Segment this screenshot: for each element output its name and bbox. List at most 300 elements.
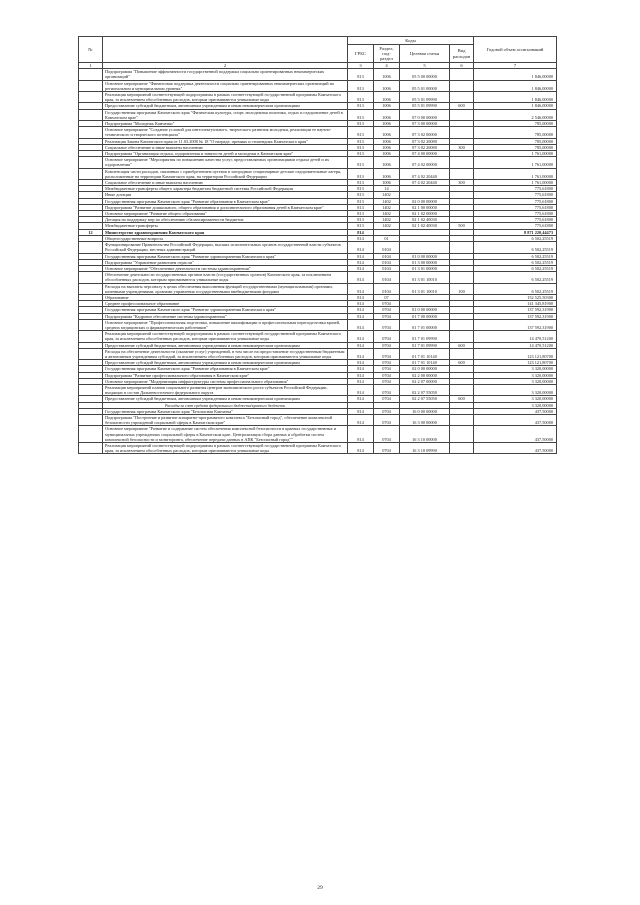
row-vid: 600 xyxy=(450,103,474,109)
row-razdel: 1006 xyxy=(374,109,400,120)
row-vid xyxy=(450,272,474,283)
row-name: Основное мероприятие "Профессиональная подготовка, повышение квалификации и профессиональная переподготовка врачей, средних медицинских и фармацевтических работников" xyxy=(103,319,348,330)
row-tselevaya: 02 2 00 00000 xyxy=(400,372,450,378)
row-number: 12 xyxy=(79,229,103,235)
row-grbs: 814 xyxy=(348,372,374,378)
row-sum: 137 592,31900 xyxy=(474,313,557,319)
row-number xyxy=(79,157,103,168)
row-sum: 137 592,31900 xyxy=(474,319,557,330)
row-razdel: 0704 xyxy=(374,414,400,425)
row-razdel: 1006 xyxy=(374,168,400,179)
row-sum: 137 592,31900 xyxy=(474,307,557,313)
row-razdel: 0704 xyxy=(374,313,400,319)
row-razdel: 1402 xyxy=(374,192,400,198)
table-row xyxy=(79,426,557,443)
row-name: Межбюджетные трансферты xyxy=(103,223,348,229)
row-grbs: 814 xyxy=(348,313,374,319)
row-sum: 775,61800 xyxy=(474,198,557,204)
row-grbs: 813 xyxy=(348,157,374,168)
row-tselevaya: 16 3 10 00000 xyxy=(400,426,450,443)
row-sum: 1 761,00000 xyxy=(474,151,557,157)
row-razdel: 1402 xyxy=(374,204,400,210)
row-razdel: 0704 xyxy=(374,426,400,443)
row-sum: 3 320,00000 xyxy=(474,402,557,408)
row-sum: 437,50000 xyxy=(474,414,557,425)
row-name: Образование xyxy=(103,294,348,300)
row-razdel: 0704 xyxy=(374,331,400,342)
row-sum: 1 846,00000 xyxy=(474,92,557,103)
table-row xyxy=(79,157,557,168)
table-body xyxy=(79,69,557,454)
row-vid: 500 xyxy=(450,223,474,229)
row-tselevaya: 01 3 00 00000 xyxy=(400,259,450,265)
row-razdel: 1006 xyxy=(374,144,400,150)
row-tselevaya: 05 5 01 09990 xyxy=(400,92,450,103)
row-sum: 141 345,81900 xyxy=(474,301,557,307)
row-grbs: 814 xyxy=(348,253,374,259)
row-name: Основное мероприятие "Обеспечение деятельности системы здравоохранения" xyxy=(103,265,348,271)
row-sum: 437,50000 xyxy=(474,426,557,443)
row-name: Предоставление субсидий бюджетным, автономным учреждениям и иным некоммерческим организациям xyxy=(103,103,348,109)
row-vid xyxy=(450,319,474,330)
row-number xyxy=(79,69,103,80)
row-name: Среднее профессиональное образование xyxy=(103,301,348,307)
row-tselevaya: 01 7 01 09990 xyxy=(400,331,450,342)
row-grbs: 813 xyxy=(348,151,374,157)
row-name: Основное мероприятие "Модернизация инфраструктуры системы профессионального образования" xyxy=(103,378,348,384)
row-sum: 775,61800 xyxy=(474,186,557,192)
row-grbs: 813 xyxy=(348,121,374,127)
row-sum: 1 846,00000 xyxy=(474,103,557,109)
row-tselevaya: 07 4 02 20440 xyxy=(400,180,450,186)
row-razdel: 1006 xyxy=(374,103,400,109)
row-sum: 152 525,50300 xyxy=(474,294,557,300)
row-name: Министерство здравоохранения Камчатского края xyxy=(103,229,348,235)
row-sum: 14 470,51200 xyxy=(474,342,557,348)
row-name: Компенсация части расходов, связанных с приобретением путевок в загородные стационарные детские оздоровительные лагеря, расположенные на территории Камчатского края, на территории Российской Федерации xyxy=(103,168,348,179)
row-name: Государственная программа Камчатского края "Физическая культура, спорт, молодежная политика, отдых и оздоровление детей в Камчатском крае" xyxy=(103,109,348,120)
header-codes: Коды xyxy=(348,37,474,45)
row-sum: 3 320,00000 xyxy=(474,372,557,378)
table-row xyxy=(79,348,557,359)
row-number xyxy=(79,242,103,253)
row-razdel: 1006 xyxy=(374,180,400,186)
row-tselevaya: 01 0 00 00000 xyxy=(400,307,450,313)
row-grbs: 814 xyxy=(348,348,374,359)
row-grbs: 813 xyxy=(348,69,374,80)
row-grbs: 814 xyxy=(348,229,374,235)
row-tselevaya: 16 0 00 00000 xyxy=(400,408,450,414)
row-vid xyxy=(450,414,474,425)
row-name: Подпрограмма "Повышение эффективности государственной поддержки социально ориентированных некоммерческих организаций" xyxy=(103,69,348,80)
row-number xyxy=(79,348,103,359)
row-razdel: 1006 xyxy=(374,151,400,157)
row-name: Государственная программа Камчатского края "Развитие здравоохранения Камчатского края" xyxy=(103,307,348,313)
table-header xyxy=(79,37,557,69)
row-name: Предоставление субсидий бюджетным, автономным учреждениям и иным некоммерческим организациям xyxy=(103,360,348,366)
row-vid xyxy=(450,69,474,80)
row-tselevaya: 01 3 01 00000 xyxy=(400,265,450,271)
row-razdel: 0704 xyxy=(374,408,400,414)
table-row xyxy=(79,414,557,425)
row-name: Подпрограмма "Развитие дошкольного, общего образования и дополнительного образования детей в Камчатском крае" xyxy=(103,204,348,210)
row-tselevaya: 01 7 00 00000 xyxy=(400,313,450,319)
row-tselevaya: 07 4 02 20440 xyxy=(400,168,450,179)
row-sum: 3 320,00000 xyxy=(474,384,557,395)
row-sum: 775,61800 xyxy=(474,217,557,223)
row-sum: 1 761,00000 xyxy=(474,168,557,179)
row-grbs: 813 xyxy=(348,103,374,109)
row-number xyxy=(79,127,103,138)
row-grbs: 814 xyxy=(348,301,374,307)
row-sum: 785,00000 xyxy=(474,144,557,150)
row-grbs: 813 xyxy=(348,204,374,210)
row-number xyxy=(79,272,103,283)
row-vid xyxy=(450,348,474,359)
row-grbs: 814 xyxy=(348,408,374,414)
table-row xyxy=(79,283,557,294)
table-row xyxy=(79,127,557,138)
row-name: Предоставление субсидий бюджетным, автономным учреждениям и иным некоммерческим организациям xyxy=(103,396,348,402)
row-number xyxy=(79,426,103,443)
row-razdel: 07 xyxy=(374,294,400,300)
row-tselevaya: 02 2 07 55050 xyxy=(400,384,450,395)
row-grbs: 814 xyxy=(348,378,374,384)
header-index: 4 xyxy=(374,63,400,69)
row-vid xyxy=(450,92,474,103)
row-grbs: 813 xyxy=(348,217,374,223)
table-row xyxy=(79,384,557,395)
header-tsel: Целевая статья xyxy=(400,45,450,63)
row-razdel: 0104 xyxy=(374,242,400,253)
row-name: Общегосударственные вопросы xyxy=(103,235,348,241)
row-razdel: 0704 xyxy=(374,307,400,313)
row-name: Дотация на поддержку мер по обеспечению сбалансированности бюджетов xyxy=(103,217,348,223)
row-razdel: 1006 xyxy=(374,92,400,103)
table-row xyxy=(79,272,557,283)
table-row xyxy=(79,69,557,80)
row-sum: 6 502,25519 xyxy=(474,259,557,265)
row-tselevaya: 16 3 00 00000 xyxy=(400,414,450,425)
row-sum: 6 502,25519 xyxy=(474,235,557,241)
row-razdel: 0704 xyxy=(374,384,400,395)
row-grbs: 814 xyxy=(348,319,374,330)
row-sum: 775,61800 xyxy=(474,223,557,229)
row-tselevaya: 07 3 00 00000 xyxy=(400,121,450,127)
row-razdel: 0104 xyxy=(374,283,400,294)
row-sum: 775,61800 xyxy=(474,204,557,210)
row-grbs: 814 xyxy=(348,366,374,372)
row-razdel: 0704 xyxy=(374,396,400,402)
row-grbs: 814 xyxy=(348,294,374,300)
table-row xyxy=(79,319,557,330)
row-vid xyxy=(450,384,474,395)
row-razdel: 1402 xyxy=(374,198,400,204)
row-vid: 600 xyxy=(450,360,474,366)
row-grbs: 814 xyxy=(348,331,374,342)
row-vid: 100 xyxy=(450,283,474,294)
row-vid xyxy=(450,157,474,168)
row-name: Государственная программа Камчатского края "Развитие образования в Камчатском крае" xyxy=(103,366,348,372)
table-row xyxy=(79,80,557,91)
row-vid xyxy=(450,80,474,91)
row-sum: 1 846,00000 xyxy=(474,69,557,80)
row-name: Основное мероприятие "Развитие и содержание систем обеспечения комплексной безопасности в краевых государственных и муниципальных учреждениях социальной сферы в Камчатском крае. Централизация сбора данных и обработки систем комплексной безопасности и мониторинга, обеспечение передачи данных в АПК "Безопасный город"" xyxy=(103,426,348,443)
row-razdel: 1006 xyxy=(374,121,400,127)
row-grbs: 814 xyxy=(348,414,374,425)
row-grbs: 814 xyxy=(348,426,374,443)
row-name: Подпрограмма "Кадровое обеспечение системы здравоохранения" xyxy=(103,313,348,319)
row-grbs: 814 xyxy=(348,242,374,253)
row-vid: 300 xyxy=(450,180,474,186)
row-grbs: 813 xyxy=(348,144,374,150)
row-grbs: 813 xyxy=(348,186,374,192)
row-tselevaya: 07 3 02 20080 xyxy=(400,138,450,144)
row-razdel: 0104 xyxy=(374,265,400,271)
row-grbs: 814 xyxy=(348,396,374,402)
row-name: Государственная программа Камчатского края "Развитие образования в Камчатском крае" xyxy=(103,198,348,204)
row-tselevaya: 01 7 01 09990 xyxy=(400,342,450,348)
row-grbs: 814 xyxy=(348,272,374,283)
row-tselevaya: 07 0 00 00000 xyxy=(400,109,450,120)
row-tselevaya: 16 3 10 09990 xyxy=(400,443,450,454)
row-razdel: 1006 xyxy=(374,69,400,80)
row-razdel: 0704 xyxy=(374,360,400,366)
row-grbs: 814 xyxy=(348,307,374,313)
row-tselevaya: 01 7 01 00000 xyxy=(400,319,450,330)
row-sum: 3 320,00000 xyxy=(474,378,557,384)
header-vid: Вид расходов xyxy=(450,45,474,63)
row-grbs: 813 xyxy=(348,92,374,103)
row-name: Реализация мероприятий соответствующей подпрограммы в рамках соответствующей государственной программы Камчатского края, за исключением обособленных расходов, которым присваиваются уникальные коды xyxy=(103,331,348,342)
row-grbs: 813 xyxy=(348,168,374,179)
row-razdel: 0704 xyxy=(374,319,400,330)
row-name: Основное мероприятие "Развитие общего образования" xyxy=(103,211,348,217)
row-sum: 6 502,25519 xyxy=(474,283,557,294)
header-index: 2 xyxy=(103,63,348,69)
row-tselevaya: 01 3 01 10010 xyxy=(400,283,450,294)
row-sum: 3 320,00000 xyxy=(474,366,557,372)
row-grbs: 813 xyxy=(348,192,374,198)
row-sum: 6 502,25519 xyxy=(474,272,557,283)
row-tselevaya: 02 2 07 00000 xyxy=(400,378,450,384)
row-sum: 14 470,51200 xyxy=(474,331,557,342)
row-razdel: 0704 xyxy=(374,372,400,378)
row-tselevaya: 07 3 02 20080 xyxy=(400,144,450,150)
row-grbs: 813 xyxy=(348,180,374,186)
row-sum: 775,61800 xyxy=(474,211,557,217)
header-index: 6 xyxy=(450,63,474,69)
row-sum: 785,00000 xyxy=(474,127,557,138)
row-razdel: 01 xyxy=(374,235,400,241)
row-tselevaya: 02 0 00 00000 xyxy=(400,366,450,372)
row-name: Межбюджетные трансферты общего характера бюджетам бюджетной системы Российской Федерации xyxy=(103,186,348,192)
row-number xyxy=(79,331,103,342)
row-name: Реализация мероприятий соответствующей подпрограммы в рамках соответствующей государственной программы Камчатского края, за исключением обособленных расходов, которым присваиваются уникальные коды xyxy=(103,92,348,103)
row-number xyxy=(79,283,103,294)
row-razdel: 0704 xyxy=(374,348,400,359)
row-name: Расходы на обеспечение деятельности (оказание услуг) учреждений, в том числе на предоставление государственным бюджетным и автономным учреждениям субсидий, за исключением обособленных расходов, которым присваиваются уникальные коды xyxy=(103,348,348,359)
row-vid: 600 xyxy=(450,342,474,348)
row-tselevaya: 05 5 00 00000 xyxy=(400,69,450,80)
header-razdel: Раздел, под-раздел xyxy=(374,45,400,63)
row-number xyxy=(79,109,103,120)
row-vid xyxy=(450,426,474,443)
row-number xyxy=(79,92,103,103)
row-vid: 600 xyxy=(450,396,474,402)
header-index: 3 xyxy=(348,63,374,69)
row-name: Иные дотации xyxy=(103,192,348,198)
row-name: Реализация мероприятий планов социального развития центров экономического роста субъектов Российской Федерации, входящих в состав Дальневосточного федерального округа xyxy=(103,384,348,395)
header-grbs: ГРБС xyxy=(348,45,374,63)
row-tselevaya: 01 0 00 00000 xyxy=(400,253,450,259)
row-tselevaya xyxy=(400,242,450,253)
row-tselevaya: 02 2 07 55050 xyxy=(400,396,450,402)
row-tselevaya: 07 4 02 00000 xyxy=(400,157,450,168)
row-number xyxy=(79,414,103,425)
header-sum: Годовой объем ассигнований xyxy=(474,37,557,63)
row-name: Подпрограмма "Организация отдыха, оздоровления и занятости детей и молодежи в Камчатском крае" xyxy=(103,151,348,157)
row-name: Основное мероприятие "Мероприятия по повышению качества услуг, предоставляемых организациями отдыха детей и их оздоровления" xyxy=(103,157,348,168)
row-grbs: 814 xyxy=(348,342,374,348)
row-name: Реализация Закона Камчатского края от 11.03.2008 № 18 "О награде, премиях и стипендиях Камчатского края" xyxy=(103,138,348,144)
row-name: Расходы за счет средств федерального бюджета/краевого бюджета xyxy=(103,402,348,408)
row-grbs: 814 xyxy=(348,265,374,271)
row-grbs: 814 xyxy=(348,259,374,265)
table-row xyxy=(79,168,557,179)
row-grbs: 813 xyxy=(348,223,374,229)
header-name xyxy=(103,37,348,63)
row-tselevaya: 02 1 02 40030 xyxy=(400,223,450,229)
row-tselevaya: 05 5 01 09990 xyxy=(400,103,450,109)
row-razdel: 1402 xyxy=(374,223,400,229)
row-razdel: 0704 xyxy=(374,301,400,307)
header-index: 5 xyxy=(400,63,450,69)
row-vid xyxy=(450,242,474,253)
table-row xyxy=(79,92,557,103)
row-razdel: 1402 xyxy=(374,217,400,223)
row-grbs: 814 xyxy=(348,235,374,241)
row-sum: 1 846,00000 xyxy=(474,80,557,91)
row-tselevaya: 02 0 00 00000 xyxy=(400,198,450,204)
row-sum: 6 502,25519 xyxy=(474,253,557,259)
row-razdel: 1006 xyxy=(374,157,400,168)
row-tselevaya: 07 3 02 00000 xyxy=(400,127,450,138)
row-tselevaya: 05 5 01 00000 xyxy=(400,80,450,91)
row-sum: 3 320,00000 xyxy=(474,396,557,402)
row-grbs: 813 xyxy=(348,211,374,217)
table-row xyxy=(79,331,557,342)
row-grbs: 813 xyxy=(348,80,374,91)
row-sum: 1 761,00000 xyxy=(474,157,557,168)
row-name: Обеспечение деятельности государственных органов власти (государственных органов) Камчатского края, за исключением обособленных расходов, которым присваиваются уникальные коды xyxy=(103,272,348,283)
row-grbs: 814 xyxy=(348,360,374,366)
row-number xyxy=(79,80,103,91)
table-row xyxy=(79,443,557,454)
row-tselevaya: 01 3 01 10010 xyxy=(400,272,450,283)
row-name: Основное мероприятие "Создание условий для интеллектуального, творческого развития молодежи, реализации ее научно-технического и творческого потенциала" xyxy=(103,127,348,138)
row-vid: 300 xyxy=(450,144,474,150)
row-number xyxy=(79,168,103,179)
row-grbs: 813 xyxy=(348,109,374,120)
row-razdel: 0104 xyxy=(374,272,400,283)
row-razdel: 0704 xyxy=(374,342,400,348)
row-sum: 437,50000 xyxy=(474,443,557,454)
row-tselevaya: 07 4 00 00000 xyxy=(400,151,450,157)
row-sum: 437,50000 xyxy=(474,408,557,414)
row-grbs: 813 xyxy=(348,198,374,204)
row-sum: 2 546,00000 xyxy=(474,109,557,120)
row-name: Подпрограмма "Построение и развитие аппаратно-программного комплекса "Безопасный город", обеспечение комплексной безопасности учреждений социальной сферы в Камчатском крае" xyxy=(103,414,348,425)
row-sum: 8 871 220,44473 xyxy=(474,229,557,235)
row-vid xyxy=(450,331,474,342)
row-razdel: 1006 xyxy=(374,138,400,144)
row-tselevaya: 01 7 01 10140 xyxy=(400,360,450,366)
row-sum: 123 121,80700 xyxy=(474,348,557,359)
row-vid xyxy=(450,168,474,179)
row-sum: 6 502,25519 xyxy=(474,242,557,253)
row-name: Основное мероприятие "Финансовая поддержка деятельности социально ориентированных некоммерческих организаций на региональном и муниципальном уровнях" xyxy=(103,80,348,91)
row-name: Расходы на выплаты персоналу в целях обеспечения выполнения функций государственными (муниципальными) органами, казенными учреждениями, органами управления государственными внебюджетными фондами xyxy=(103,283,348,294)
budget-table xyxy=(78,36,557,454)
row-name: Реализация мероприятий соответствующей подпрограммы в рамках соответствующей государственной программы Камчатского края, за исключением обособленных расходов, которым присваиваются уникальные коды xyxy=(103,443,348,454)
header-index: 1 xyxy=(79,63,103,69)
row-name: Подпрограмма "Управление развитием отрасли" xyxy=(103,259,348,265)
row-tselevaya: 01 7 01 10140 xyxy=(400,348,450,359)
row-vid xyxy=(450,443,474,454)
row-name: Подпрограмма "Развитие профессионального образования в Камчатском крае" xyxy=(103,372,348,378)
budget-sheet xyxy=(78,36,556,454)
row-razdel: 0104 xyxy=(374,253,400,259)
row-tselevaya: 02 1 02 00000 xyxy=(400,211,450,217)
row-name: Подпрограмма "Молодежь Камчатки" xyxy=(103,121,348,127)
row-tselevaya: 02 1 02 40030 xyxy=(400,217,450,223)
row-sum: 775,61800 xyxy=(474,192,557,198)
row-name: Социальное обеспечение и иные выплаты населению xyxy=(103,180,348,186)
row-razdel: 1402 xyxy=(374,211,400,217)
row-grbs: 814 xyxy=(348,283,374,294)
row-sum: 785,00000 xyxy=(474,138,557,144)
row-sum: 1 761,00000 xyxy=(474,180,557,186)
row-number xyxy=(79,319,103,330)
row-name: Государственная программа Камчатского края "Безопасная Камчатка" xyxy=(103,408,348,414)
table-row xyxy=(79,242,557,253)
row-vid xyxy=(450,109,474,120)
row-grbs: 814 xyxy=(348,443,374,454)
row-name: Функционирование Правительства Российской Федерации, высших исполнительных органов государственной власти субъектов Российской Федерации, местных администраций xyxy=(103,242,348,253)
header-no: № xyxy=(79,37,103,63)
row-name: Государственная программа Камчатского края "Развитие здравоохранения Камчатского края" xyxy=(103,253,348,259)
row-name: Предоставление субсидий бюджетным, автономным учреждениям и иным некоммерческим организациям xyxy=(103,342,348,348)
row-razdel: 0704 xyxy=(374,366,400,372)
row-sum: 123 121,80700 xyxy=(474,360,557,366)
table-row xyxy=(79,109,557,120)
row-razdel: 14 xyxy=(374,186,400,192)
row-number xyxy=(79,443,103,454)
row-name: Социальное обеспечение и иные выплаты населению xyxy=(103,144,348,150)
row-razdel: 0704 xyxy=(374,378,400,384)
row-grbs: 814 xyxy=(348,384,374,395)
row-grbs: 813 xyxy=(348,127,374,138)
row-razdel: 1006 xyxy=(374,127,400,138)
row-number xyxy=(79,384,103,395)
page-number: 29 xyxy=(317,885,323,891)
row-tselevaya: 02 1 00 00000 xyxy=(400,204,450,210)
row-grbs: 813 xyxy=(348,138,374,144)
row-sum: 6 502,25519 xyxy=(474,265,557,271)
header-index: 7 xyxy=(474,63,557,69)
row-razdel: 1006 xyxy=(374,80,400,91)
